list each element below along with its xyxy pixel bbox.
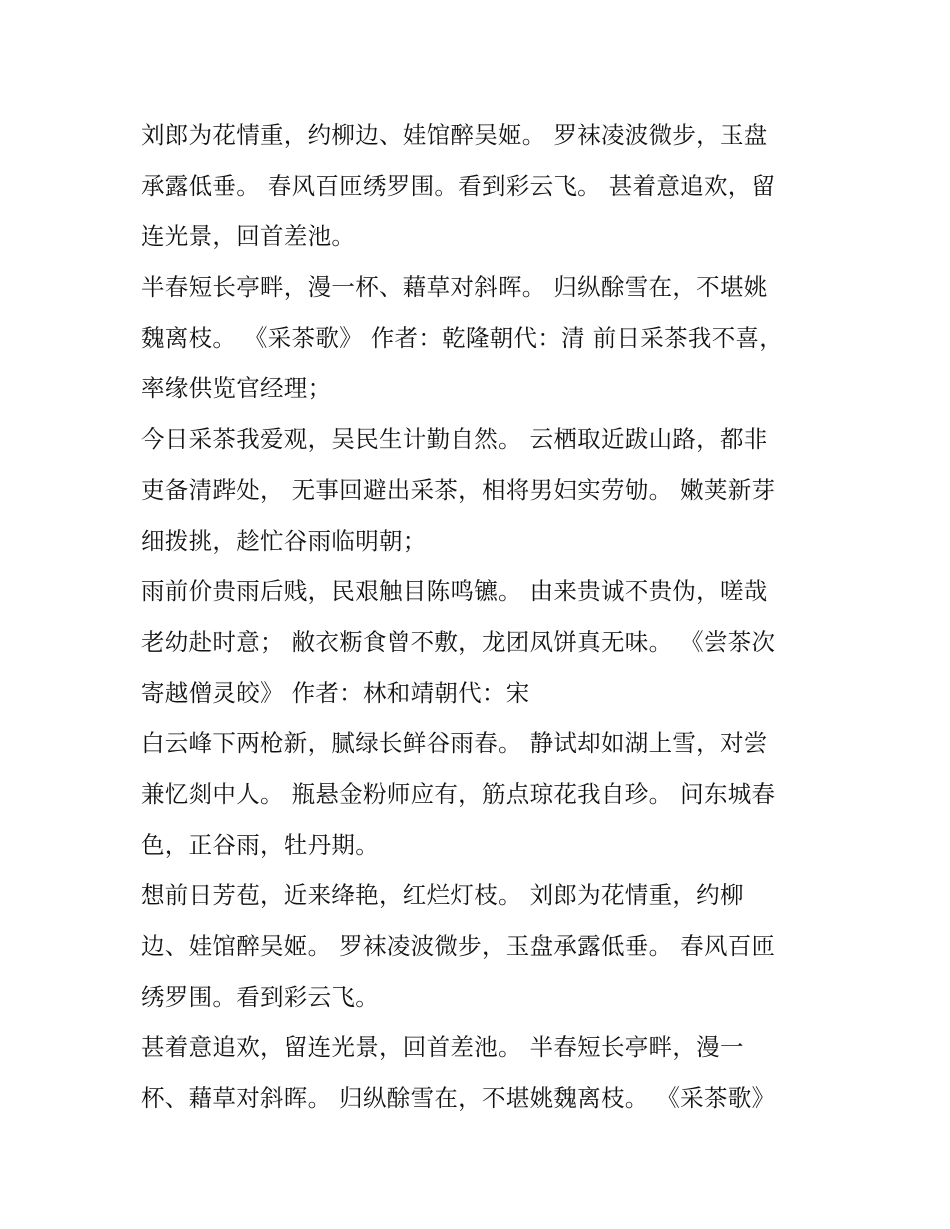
text-line: 刘郎为花情重，约柳边、娃馆醉吴姬。 罗袜凌波微步，玉盘 <box>141 121 768 149</box>
poem-text-block <box>141 110 821 1124</box>
text-line: 色，正谷雨，牡丹期。 <box>141 830 379 859</box>
text-line: 连光景，回首差池。 <box>141 222 356 251</box>
text-line: 白云峰下两枪新，腻绿长鲜谷雨春。 静试却如湖上雪，对尝 <box>141 729 768 758</box>
text-line: 魏离枝。 《采茶歌》 作者：乾隆朝代：清 前日采茶我不喜， <box>141 323 784 352</box>
text-line: 甚着意追欢，留连光景，回首差池。 半春短长亭畔，漫一 <box>141 1033 744 1062</box>
text-line: 杯、藉草对斜晖。 归纵酴雪在，不堪姚魏离枝。 《采茶歌》 <box>141 1084 776 1113</box>
text-line: 绣罗围。看到彩云飞。 <box>141 982 379 1011</box>
text-line: 寄越僧灵皎》 作者：林和靖朝代：宋 <box>141 678 530 707</box>
text-line: 吏备清跸处， 无事回避出采茶，相将男妇实劳劬。 嫩荚新芽 <box>141 475 776 504</box>
text-line: 想前日芳苞，近来绛艳，红烂灯枝。 刘郎为花情重，约柳 <box>141 881 744 910</box>
text-line: 雨前价贵雨后贱，民艰触目陈鸣镳。 由来贵诚不贵伪，嗟哉 <box>141 577 768 606</box>
text-line: 兼忆剡中人。 瓶悬金粉师应有，筋点琼花我自珍。 问东城春 <box>141 779 776 808</box>
text-line: 今日采茶我爱观，吴民生计勤自然。 云栖取近跋山路，都非 <box>141 425 768 454</box>
text-line: 边、娃馆醉吴姬。 罗袜凌波微步，玉盘承露低垂。 春风百匝 <box>141 932 776 960</box>
text-line: 老幼赴时意； 敝衣粝食曾不敷，龙团凤饼真无味。 《尝茶次 <box>141 627 776 656</box>
text-line: 半春短长亭畔，漫一杯、藉草对斜晖。 归纵酴雪在，不堪姚 <box>141 273 768 302</box>
text-line: 细拨挑，趁忙谷雨临明朝； <box>141 526 427 555</box>
text-line: 率缘供览官经理； <box>141 374 332 403</box>
text-line: 承露低垂。 春风百匝绣罗围。看到彩云飞。 甚着意追欢，留 <box>141 171 776 200</box>
